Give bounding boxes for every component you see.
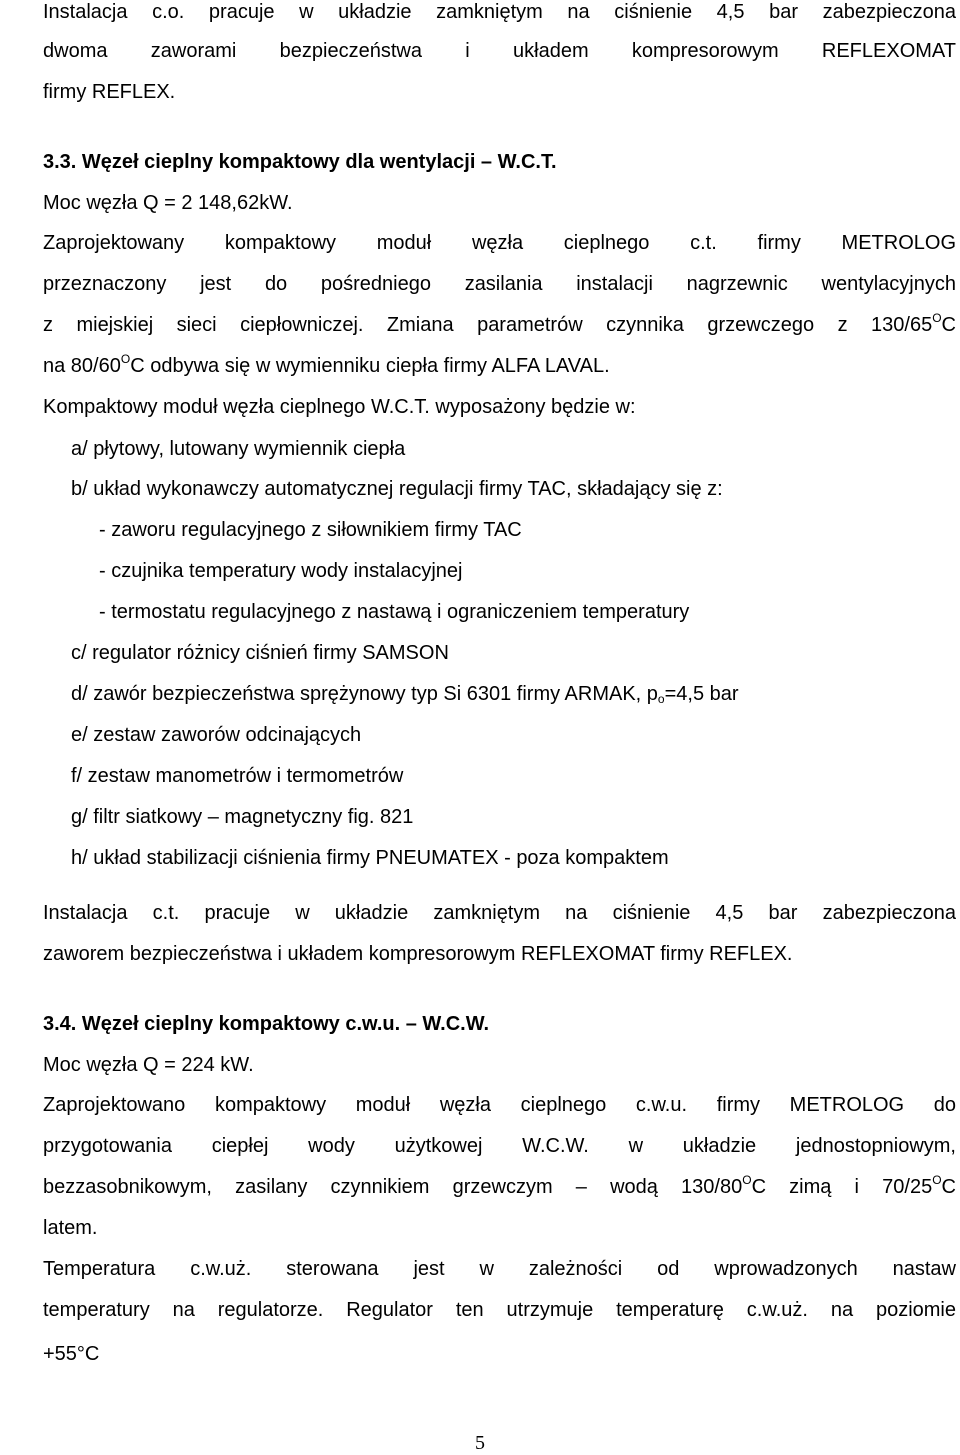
paragraph-co-line-2: dwoma zaworami bezpieczeństwa i układem kompresorowym REFLEXOMAT	[43, 40, 956, 62]
equipment-subitem-valve: - zaworu regulacyjnego z siłownikiem firmy TAC	[99, 519, 522, 541]
section-3-4-desc-line-2: przygotowania ciepłej wody użytkowej W.C.W. w układzie jednostopniowym,	[43, 1135, 956, 1157]
section-3-4-heading: 3.4. Węzeł cieplny kompaktowy c.w.u. – W.C.W.	[43, 1013, 490, 1035]
section-3-4-power: Moc węzła Q = 224 kW.	[43, 1054, 254, 1076]
section-3-3-heading: 3.3. Węzeł cieplny kompaktowy dla wentylacji – W.C.T.	[43, 151, 557, 173]
section-3-3-desc-line-4: na $80/60^OC$ odbywa się w wymienniku ciepła firmy ALFA LAVAL.	[43, 352, 610, 377]
equipment-item-e: e/ zestaw zaworów odcinających	[71, 724, 362, 746]
superscript-o: O	[932, 1173, 942, 1187]
section-3-3-desc-line-3: z miejskiej sieci ciepłowniczej. Zmiana parametrów czynnika grzewczego z $130/65^OC$	[43, 311, 956, 336]
superscript-o: O	[742, 1173, 752, 1187]
temperature-line-3: +55°C	[43, 1343, 100, 1365]
temperature-line-2: temperatury na regulatorze. Regulator ten utrzymuje temperaturę c.w.uż. na poziomie	[43, 1299, 956, 1321]
section-3-3-power: Moc węzła Q = 2 148,62kW.	[43, 192, 293, 214]
superscript-o: O	[932, 311, 942, 325]
equipment-item-d: d/ zawór bezpieczeństwa sprężynowy typ Si 6301 firmy ARMAK, $p_o=4,5$ bar	[71, 683, 739, 706]
section-3-3-desc-line-1: Zaprojektowany kompaktowy moduł węzła cieplnego c.t. firmy METROLOG	[43, 232, 956, 254]
equipment-item-g: g/ filtr siatkowy – magnetyczny fig. 821	[71, 806, 414, 828]
equipment-subitem-sensor: - czujnika temperatury wody instalacyjnej	[99, 560, 463, 582]
equipment-subitem-thermostat: - termostatu regulacyjnego z nastawą i ograniczeniem temperatury	[99, 601, 690, 623]
section-3-4-desc-line-1: Zaprojektowano kompaktowy moduł węzła cieplnego c.w.u. firmy METROLOG do	[43, 1094, 956, 1116]
subscript-o: o	[657, 692, 665, 706]
paragraph-ct-line-1: Instalacja c.t. pracuje w układzie zamkniętym na ciśnienie 4,5 bar zabezpieczona	[43, 902, 956, 924]
paragraph-co-line-1: Instalacja c.o. pracuje w układzie zamkniętym na ciśnienie 4,5 bar zabezpieczona	[43, 1, 956, 23]
equipment-item-h: h/ układ stabilizacji ciśnienia firmy PNEUMATEX - poza kompaktem	[71, 847, 669, 869]
equipment-item-a: a/ płytowy, lutowany wymiennik ciepła	[71, 438, 406, 460]
temperature-line-1: Temperatura c.w.uż. sterowana jest w zależności od wprowadzonych nastaw	[43, 1258, 956, 1280]
section-3-3-desc-line-2: przeznaczony jest do pośredniego zasilania instalacji nagrzewnic wentylacyjnych	[43, 273, 956, 295]
superscript-o: O	[120, 352, 131, 366]
paragraph-ct-line-2: zaworem bezpieczeństwa i układem kompresorowym REFLEXOMAT firmy REFLEX.	[43, 943, 793, 965]
section-3-4-desc-line-3: bezzasobnikowym, zasilany czynnikiem grzewczym – wodą $130/80^OC$ zimą i $70/25^OC$	[43, 1173, 956, 1198]
section-3-4-desc-line-4: latem.	[43, 1217, 98, 1239]
equipment-item-f: f/ zestaw manometrów i termometrów	[71, 765, 404, 787]
page-number: 5	[475, 1432, 485, 1454]
equipment-intro: Kompaktowy moduł węzła cieplnego W.C.T. wyposażony będzie w:	[43, 396, 636, 418]
equipment-item-b: b/ układ wykonawczy automatycznej regulacji firmy TAC, składający się z:	[71, 478, 723, 500]
paragraph-co-line-3: firmy REFLEX.	[43, 81, 176, 103]
equipment-item-c: c/ regulator różnicy ciśnień firmy SAMSON	[71, 642, 449, 664]
